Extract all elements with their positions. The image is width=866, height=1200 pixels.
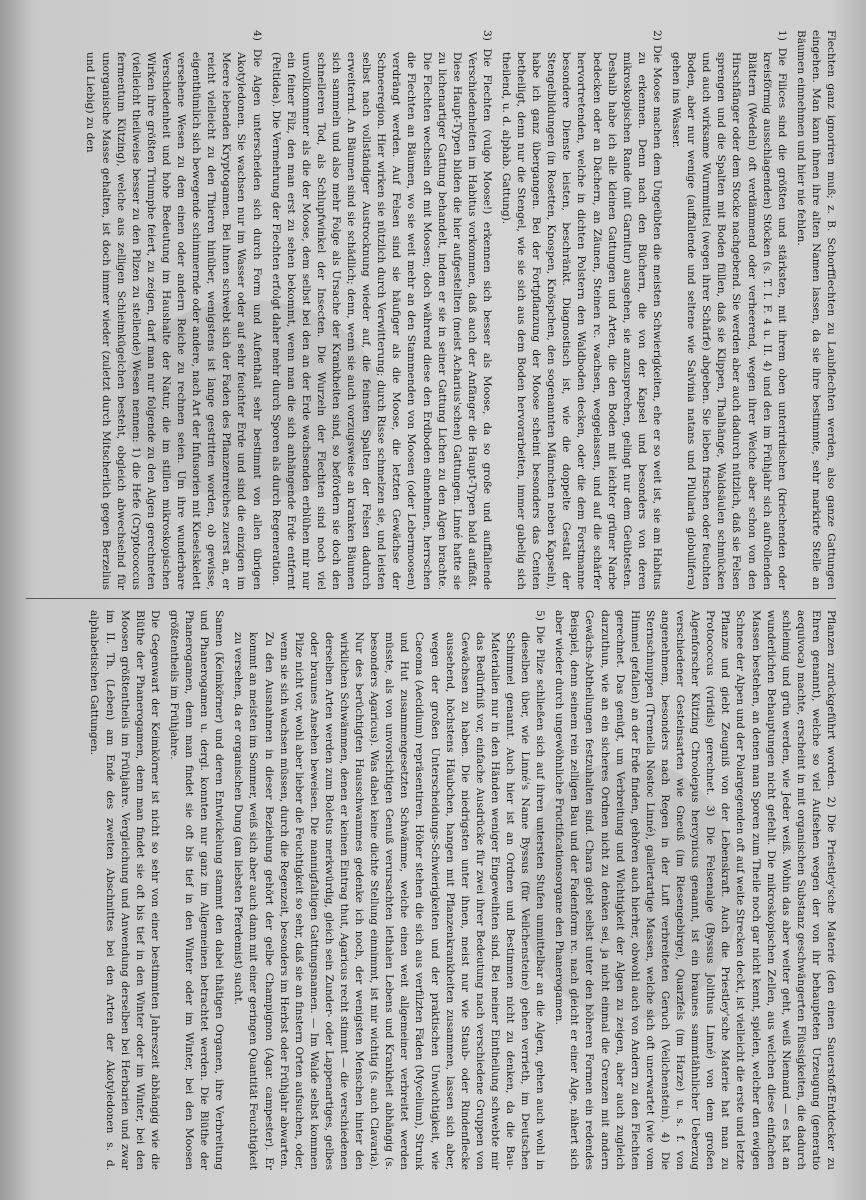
paragraph-intro: Flechten ganz ignoriren muß; z. B. Schorfflechten zu Laubflechten werden, also ganze Gattungen eingehen. Man kann ihnen ihre alten Namen lassen, da sie ihre bestimmte, sehr markirte Stelle an Bäumen einnehmen und hier nie fehlen.	[794, 30, 837, 590]
column-divider	[26, 598, 836, 599]
paragraph-pilze: 5) Die Pilze schließen sich auf ihren untersten Stufen unmittelbar an die Algen, gehen auch wohl in dieselben über, wie Linné's Name Byssus (für Veilchensteine) gehen verrieth, im Deutschen Schimmel genannt. Auch hier ist an Ordnen und Bestimmen nicht zu denken, da die Bau-Materialien nur in den Händen weniger Eingeweihten sind. Bei meiner Eintheilung schwebte mir das Bedürfniß vor, einfache Ausdrücke für zwei ihrer Bedeutung nach verschiedene Gruppen von Gewächsen zu haben. Die niedrigsten unter ihnen, meist nur wie Staub- oder Rindenflecke aussehend, höchstens Häubchen, hangen mit Pflanzenkrankheiten zusammen, lassen sich aber, wegen der großen Unterscheidungs-Schwierigkeiten und der praktischen Unwichtigkeit, wie Caeoma (Aecidium) repräsentiren. Höher stehen die sich aus verfilzten Fäden (Mycelium), Strunk und Hut zusammengesetzten Schwämme, welche einen weit allgemeiner verbreitet werden müsste, als von unvorsichtigen Genuß verursachten lethalen Lebens und Krankheit abhängig (s. besonders Agaricus). Was dabei keine dichte Stellung einnimmt, ist mir wichtig (s. auch Clavaria). Nur des berüchtigten Hausschwammes gedenke ich noch, der wenigsten Menschen hinter den wirklichen Schwämmen, denen er keinen Eintrag thut, Agaricus recht stimmt — die verschiedenen derselben Arten werden zum Boletus merkwürdig, gleich sein Zunder- oder Lappenartiges, gelbes oder braunes Ansehen beweisen. Die mannigfaltigen Gattungsnamen. — Im Walde selbst kommen Pilze nicht vor, wohl aber lieber die Feuchtigkeit so sehr, daß sie an finstern Orten aufsuchen, oder, wenn sie sich wachsen müssen, durch die Regenzeit, besonders im Herbst oder Frühjahr abwarten. Zu den Ausnahmen in dieser Beziehung gehört der gelbe Champignon (Agar. campester). Er kommt an meisten im Sommer, weiß sich aber auch dann mit einer geringen Quantität Feuchtigkeit zu versehen, da er organischen Dung (am liebsten Pferdemist) sucht.	[232, 610, 547, 1170]
paragraph-samen: Samen (Keimkörner) und deren Entwickelung stammt den dabei thätigen Organen, ihre Verbreitung und Phanerogamen u. dergl. konnten nur ganz im Allgemeinen betrachtet werden. Die Blüthe der Phanerogamen, denn man findet sie oft bis tief in den Winter oder im Winter, bei den Moosen größtentheils im Frühjahre.	[167, 610, 226, 1170]
paragraph-flechten: 3) Die Flechten (vulgo Moose!) erkennen sich besser als Moose, da so große und auffallende Verschiedenheiten im Habitus vorkommen, daß auch der Anfänger die Haupt-Typen bald auffaßt. Diese Haupt-Typen bilden die hier aufgestellten (meist Acharius'schen) Gattungen. Linné hatte sie zu lichenartiger Gattung behandelt, indem er sie in seiner Gattung Lichen zu den Algen brachte. Die Flechten wechseln oft mit Moosen; doch während diese den Erdboden einnehmen, herrschen die Flechten an Bäumen, wo sie weit mehr an den Stammenden von Moosen (oder Lebermoosen) verdrängt werden. Auf Felsen sind sie häufiger als die Moose, die letzten Gewächse der Schneeregion. Hier wirken sie nützlich durch Verwitterung; durch Risse schmelzen sie, und leisten selbst nach vollständiger Austrocknung wieder auf, die feinsten Spalten der Felsen dadurch erweiternd. An Bäumen sind sie schädlich; denn, wenn sie auch vorzugsweise an kranken Bäumen sich sammeln und also mehr Folge als Ursache der Krankheiten sind, so befördern sie doch den schnelleren Tod, als Schlupfwinkel der Insecten. Die Wurzeln der Flechten sind noch viel unvollkommner als die der Moose, dem selbst bei den an der Erde wachsenden erblühen mir nur ein feiner Filz, den man erst zu sehen bekommt, wenn man die sich anhängende Erde entfernt (Peltidea). Die Vermehrung der Flechten erfolgt daher mehr durch Sporen als durch Regeneration.	[269, 30, 493, 590]
paragraph-moose: 2) Die Moose machen dem Ungeübten die meisten Schwierigkeiten, ehe er so weit ist, sie am Habitus zu erkennen. Denn nach den Büchern, die von der Kapsel und besonders von deren mikroskopischen Rande (mit Garnitur) ausgehen, sie anzusprechen, gelingt nur dem Geübtesten. Deshalb habe ich alle kleinen Gattungen und Arten, die den Boden mit leichter grüner Narbe bedecken oder an Dächern, an Zäunen, Steinen rc. wachsen, weggelassen, und auf die schärfer hervortretenden, welche in dichten Polstern den Waldboden decken, oder die dem Forstmanne besondere Dienste leisten, beschränkt. Diagnostisch ist, wie die doppelte Gestalt der Stengelbildungen (in Rosetten, Knospen, Knöspchen, den sogenannten Männchen neben Kapseln), habe ich ganz übergangen. Bei der Fortpflanzung der Moose scheint besonders das Centen betheiligt, denn nur die Stengel, wie sie sich aus dem Boden hervorarbeiten, immer gabelig sich theilend, u. d. alphab. Gattung).	[500, 30, 663, 590]
paragraph-gegenwart: Die Gegenwart der Keimkörner ist nicht so sehr von einer bestimmten Jahreszeit abhängig wie die Blüthe der Phanerogamen, denn man findet sie oft bis tief in den Winter oder im Winter, bei den Moosen größtentheils im Frühjahre. Vergleichung und Anwendung derselben bei Herbarien und zwar im II. Th. (Leben) am Ende des zweiten Abschnittes bei den Arten der Akotyledonen s. d. alphabetischen Gattungen.	[88, 610, 161, 1170]
left-text-column	[18, 30, 838, 590]
paragraph-algen: 4) Die Algen unterscheiden sich durch Form und Aufenthalt sehr bestimmt von allen übrigen Akotyledonen. Sie wachsen nur im Wasser oder auf sehr feuchter Erde und sind die einzigen im Meere lebenden Kryptogamen. Bei ihnen schwebt sich der Faden des Pflanzenreiches zuerst an, er reicht vielleicht zu den Thieren hinüber, wenigstens ist lange gestritten worden, ob gewisse, eigenthümlich sich bewegende schimmernde oder andere, nach Art der Infusorien mit Kieselskelett versehene Wesen zu dem einen oder andern Reiche zu rechnen seien. Um ihre wunderbare Verschiedenheit und hohe Bedeutung im Haushalte der Natur, die im stillen mikroskopischen Wirken ihre größten Triumphe feiert, zu zeigen, darf man nur folgende zu den Algen gerechneten (vielleicht theilweise besser zu den Pilzen zu stellende) Wesen nennen: 1) die Hefe (Cryptococcus fermentum Kützing), welche aus zelligen Schleimkügelchen besteht, obgleich abwechselnd für unorganische Masse gehalten, ist doch immer wieder (zuletzt durch Mitscherlich gegen Berzelius und Liebig) zu den	[84, 30, 263, 590]
paragraph-filices: 1) Die Filices sind die größten und stärksten, mit ihrem oben unterirdischen (kriechenden oder kreisförmig ausschlagenden) Stöcken (s. T. I. F. 4 u. II. 4) und den im Frühjahr sich aufrollenden Blättern (Wedeln) oft verdämmend oder verheerend, wegen ihrer Weiche aber schon von den Hirschfänger oder dem Stocke nachgebend. Sie werden aber auch dadurch nützlich, daß sie Felsen sprengen und die Spalten mit Boden füllen, daß sie Klippen, Thalhänge, Waldsäulen schmücken und auch wirksame Wurmmittel (wegen ihrer Schärfe) abgeben. Sie lieben frischen oder feuchten Boden, aber nur wenige (auffallende und seltene wie Salvinia natans und Pilularia globulifera) gehen ins Wasser.	[670, 30, 788, 590]
paragraph-algen-cont: Pflanzen zurückgeführt worden. 2) Die Priestley'sche Materie (den einen Sauerstoff-Entdecker zu Ehren genannt), welche so viel Aufsehen wegen der von ihr behaupteten Urzeugung (generatio aequivoca) machte, erscheint in mit organischen Substanz geschwängerten Flüssigkeiten, die dadurch schleimig und grün werden, wie Jeder weiß. Wohin das aber weiter geht, weiß Niemand — es hat an wunderlichen Behauptungen nicht gefehlt. Die mikroskopischen Zellen, aus welchen diese einfachen Massen bestehen, an denen man Sporen zum Theile noch gar nicht kennt, spielen, welcher den ewigen Schnee der Alpen und der Polargegenden oft auf weite Strecken deckt, ist vielleicht die erste und letzte Pflanze und giebt Zeugniß von der Lebenskraft. Auch die Priestley'sche Materie hat man zu Protococcus (viridis) gerechnet. 3) Die Felsenalge (Byssus Jolithus Linné) von dem großen Algenforscher Kützing Chroolepus hercynicus genannt, ist ein braunes sammtähnlicher Ueberzug verschiedener Gesteinsarten wie Gneuß (im Riesengebirge), Quarzfels (im Harze) u. s. f. von angenehmem, besonders nach Regen in der Luft verbreiteten Geruch (Veilchenstein). 4) Die Sternschnuppen (Tremella Nostoc Linné), gallertartige Massen, welche sich oft unerwartet (wie vom Himmel gefallen) an der Erde finden, gehören auch hierher, obwohl auch von Andern zu den Flechten gerechnet. Das genügt, um Verbreitung und Wichtigkeit der Algen zu zeigen, aber auch zugleich darzuthun, wie an ein sicheres Ordnen nicht zu denken sei, ja nicht einmal die Grenzen mit andern Gewächs-Abtheilungen festzuhalten sind. Chara giebt selbst unter den höheren Formen ein redendes Beispiel, denn seinem rein zelligen Bau und der Fadenform rc. nach gleicht er einer Alge, nähert sich aber wieder durch ungewöhnliche Fructificationsorgane den Phanerogamen.	[553, 610, 837, 1170]
right-text-column	[18, 610, 838, 1170]
